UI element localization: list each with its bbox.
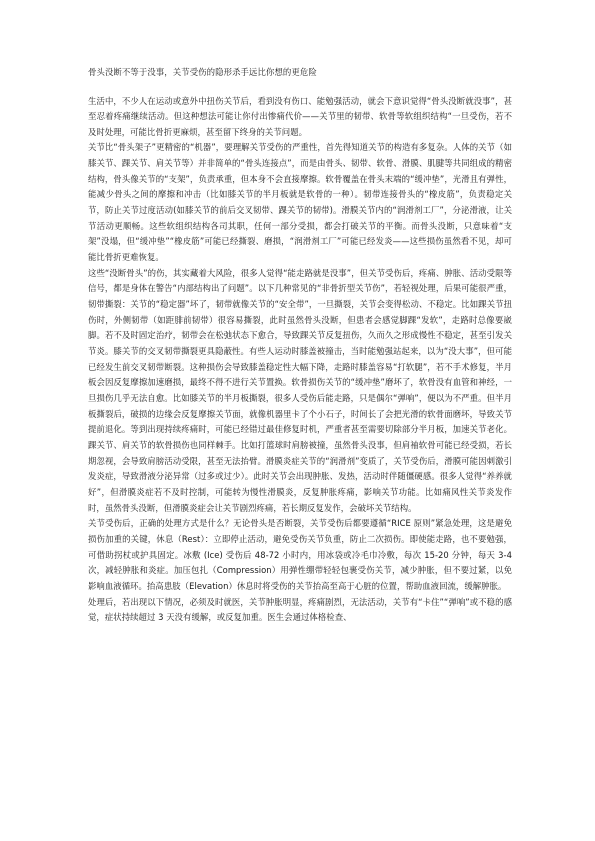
document-page bbox=[88, 66, 512, 626]
document-title: 骨头没断不等于没事，关节受伤的隐形杀手远比你想的更危险 bbox=[88, 67, 317, 77]
paragraph-rice-principle: 关节受伤后，正确的处理方式是什么？无论骨头是否断裂，关节受伤后都要遵循“RICE 原则”紧急处理，这是避免损伤加重的关键，休息（Rest）：立即停止活动，避免受伤关节负重，防止二次损伤。即使能走路，也不要勉强，可借助拐杖或护具固定。冰敷 (Ice) 受伤后 48-72 小时内，用冰袋或冷毛巾冷敷，每次 15-20 分钟，每天 3-4 次，减轻肿胀和炎症。加压包扎（Compression）用弹性绷带轻轻包裹受伤关节，减少肿胀，但不要过紧，以免影响血液循环。抬高患肢（Elevation）休息时将受伤的关节抬高至高于心脏的位置，帮助血液回流，缓解肿胀。 bbox=[88, 518, 512, 591]
paragraph-injury-risks: 这些“没断骨头”的伤，其实藏着大风险，很多人觉得“能走路就是没事”，但关节受伤后，疼痛、肿胀、活动受限等信号，都是身体在警告“内部结构出了问题”。以下几种常见的“非骨折型关节伤”，若轻视处理，后果可能很严重，韧带撕裂：关节的“稳定器”坏了，韧带就像关节的“安全带”，一旦撕裂，关节会变得松动、不稳定。比如踝关节扭伤时，外侧韧带（如距腓前韧带）很容易撕裂，此时虽然骨头没断，但患者会感觉脚踝“发软”，走路时总像要崴脚。若不及时固定治疗，韧带会在松弛状态下愈合，导致踝关节反复扭伤，久而久之形成慢性不稳定，甚至引发关节炎。膝关节的交叉韧带撕裂更具隐蔽性。有些人运动时膝盖被撞击，当时能勉强站起来，以为“没大事”，但可能已经发生前交叉韧带断裂。这种损伤会导致膝盖稳定性大幅下降，走路时膝盖容易“打软腿”，若不手术修复，半月板会因反复摩擦加速磨损，最终不得不进行关节置换。软骨损伤关节的“缓冲垫”磨坏了，软骨没有血管和神经，一旦损伤几乎无法自愈。比如膝关节的半月板撕裂，很多人受伤后能走路，只是偶尔“弹响”，便以为不严重。但半月板撕裂后，破损的边缘会反复摩擦关节面，就像机器里卡了个小石子，时间长了会把光滑的软骨面磨坏，导致关节提前退化。等到出现持续疼痛时，可能已经错过最佳修复时机，严重者甚至需要切除部分半月板，加速关节老化。踝关节、肩关节的软骨损伤也同样棘手。比如打篮球时肩膀被撞，虽然骨头没事，但肩袖软骨可能已经受损，若长期忽视，会导致肩膀活动受限，甚至无法抬臂。滑膜炎症关节的“润滑剂”变质了，关节受伤后，滑膜可能因刺激引发炎症，导致滑液分泌异常（过多或过少）。此时关节会出现肿胀、发热，活动时伴随僵硬感。很多人觉得“养养就好”，但滑膜炎症若不及时控制，可能转为慢性滑膜炎，反复肿胀疼痛，影响关节功能。比如痛风性关节炎发作时，虽然骨头没断，但滑膜炎症会让关节剧烈疼痛，若长期反复发作，会破坏关节结构。 bbox=[88, 267, 512, 513]
paragraph-intro: 生活中，不少人在运动或意外中扭伤关节后，看到没有伤口、能勉强活动，就会下意识觉得“骨头没断就没事”，甚至忍着疼痛继续活动。但这种想法可能让你付出惨痛代价——关节里的韧带、软骨等软组织结构“一旦受伤，若不及时处理，可能比骨折更麻烦，甚至留下终身的关节问题。 bbox=[88, 95, 512, 137]
paragraph-seek-medical-care: 处理后，若出现以下情况，必须及时就医，关节肿胀明显，疼痛剧烈，无法活动，关节有“卡住”“弹响”或不稳的感觉，症状持续超过 3 天没有缓解，或反复加重。医生会通过体格检查、 bbox=[88, 596, 512, 623]
paragraph-joint-structure: 关节比“骨头架子”更精密的“机器”，要理解关节受伤的严重性，首先得知道关节的构造有多复杂。人体的关节（如膝关节、踝关节、肩关节等）并非简单的“骨头连接点”，而是由骨头、韧带、软骨、滑膜、肌腱等共同组成的精密结构，骨头像关节的“支架”，负责承重，但本身不会直接摩擦。软骨覆盖在骨头末端的“缓冲垫”，光滑且有弹性，能减少骨头之间的摩擦和冲击（比如膝关节的半月板就是软骨的一种）。韧带连接骨头的“橡皮筋”，负责稳定关节，防止关节过度活动(如膝关节的前后交叉韧带、踝关节的韧带)。滑膜关节内的“润滑剂工厂”，分泌滑液，让关节活动更顺畅。这些软组织结构各司其职，任何一部分受损，都会打破关节的平衡。而骨头没断，只意味着“支架”没塌，但“缓冲垫”“橡皮筋”可能已经撕裂、磨损，“润滑剂工厂”可能已经发炎——这些损伤虽然看不见，却可能比骨折更难恢复。 bbox=[88, 142, 512, 263]
